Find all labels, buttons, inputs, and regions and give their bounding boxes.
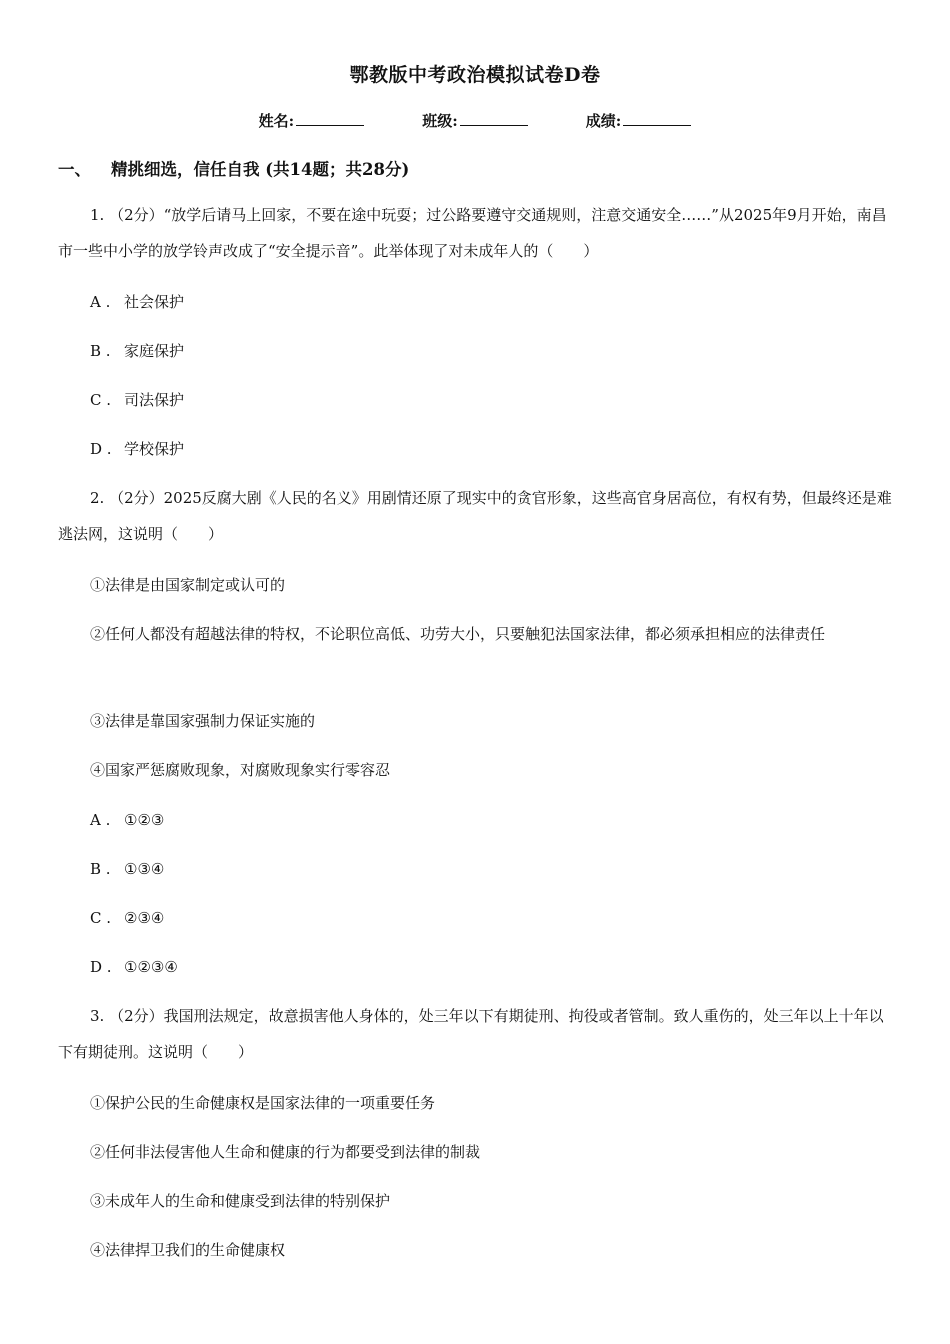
option-text: 社会保护 (124, 293, 185, 311)
class-blank (460, 111, 528, 126)
section-title: 精挑细选，信任自我 (共14题；共28分) (111, 160, 410, 179)
class-label: 班级: (422, 112, 458, 130)
question-2-option-a (90, 808, 164, 832)
question-1-option-a (90, 290, 184, 314)
score-field (586, 110, 692, 131)
question-2-statement-2: ②任何人都没有超越法律的特权，不论职位高低、功劳大小，只要触犯法国家法律，都必须承担相应的法律责任 (90, 625, 826, 643)
name-blank (296, 111, 364, 126)
exam-title: 鄂教版中考政治模拟试卷D卷 (349, 64, 601, 86)
class-field (422, 110, 528, 131)
question-2-statement-4: ④国家严惩腐败现象，对腐败现象实行零容忍 (90, 761, 391, 779)
question-3-statement-3: ③未成年人的生命和健康受到法律的特别保护 (90, 1192, 391, 1210)
option-letter: B . (90, 860, 111, 878)
question-2-option-d (90, 955, 178, 979)
option-text: ①②③④ (124, 958, 178, 976)
option-text: 家庭保护 (124, 342, 185, 360)
option-letter: D . (90, 958, 112, 976)
question-1-text: 1. （2分）“放学后请马上回家，不要在途中玩耍；过公路要遵守交通规则，注意交通安全……”从2025年9月开始，南昌市一些中小学的放学铃声改成了“安全提示音”。此举体现了对未成年人的（ ） (58, 206, 887, 260)
name-field (259, 110, 365, 131)
option-letter: C . (90, 909, 112, 927)
question-1-option-d (90, 437, 184, 461)
student-info-row (0, 110, 950, 131)
option-letter: D . (90, 440, 112, 458)
question-1-option-c (90, 388, 184, 412)
question-3-statement-4: ④法律捍卫我们的生命健康权 (90, 1241, 286, 1259)
option-letter: A . (90, 811, 111, 829)
option-letter: A . (90, 293, 111, 311)
score-blank (623, 111, 691, 126)
question-2-text: 2. （2分）2025反腐大剧《人民的名义》用剧情还原了现实中的贪官形象，这些高官身居高位，有权有势，但最终还是难逃法网，这说明（ ） (58, 489, 892, 543)
section-heading (58, 156, 409, 180)
question-1-option-b (90, 339, 184, 363)
option-letter: C . (90, 391, 112, 409)
score-label: 成绩: (585, 112, 622, 130)
question-2-statement-1: ①法律是由国家制定或认可的 (90, 576, 286, 594)
name-label: 姓名: (258, 112, 295, 130)
question-3-text: 3. （2分）我国刑法规定，故意损害他人身体的，处三年以下有期徒刑、拘役或者管制。致人重伤的，处三年以上十年以下有期徒刑。这说明（ ） (58, 1007, 884, 1061)
option-text: ①②③ (124, 811, 165, 829)
question-2-option-b (90, 857, 164, 881)
question-2-statement-3: ③法律是靠国家强制力保证实施的 (90, 712, 316, 730)
option-text: ①③④ (124, 860, 165, 878)
section-number: 一、 (58, 160, 91, 179)
question-3-statement-2: ②任何非法侵害他人生命和健康的行为都要受到法律的制裁 (90, 1143, 481, 1161)
option-text: 学校保护 (124, 440, 185, 458)
option-text: 司法保护 (124, 391, 185, 409)
option-text: ②③④ (124, 909, 165, 927)
option-letter: B . (90, 342, 111, 360)
question-2-option-c (90, 906, 164, 930)
question-3-statement-1: ①保护公民的生命健康权是国家法律的一项重要任务 (90, 1094, 436, 1112)
